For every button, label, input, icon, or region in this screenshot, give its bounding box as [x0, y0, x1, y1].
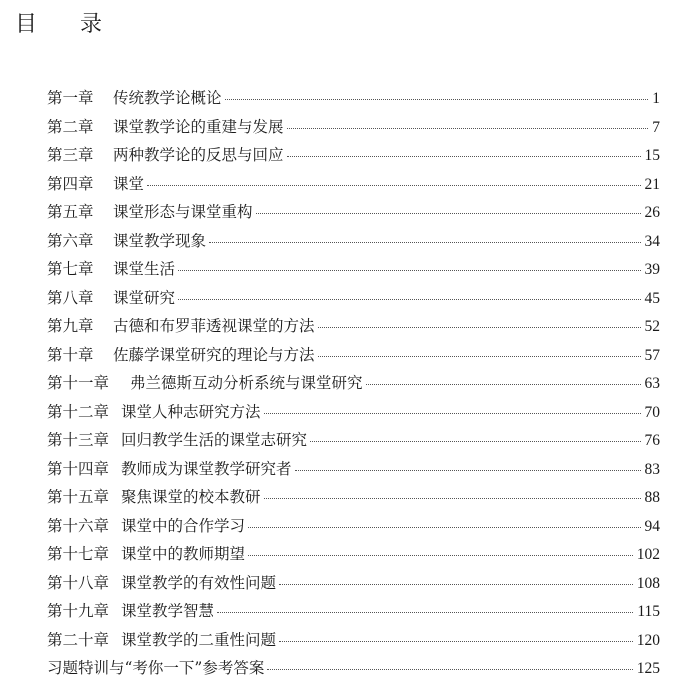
toc-entry[interactable] — [47, 198, 660, 227]
toc-topic: 课堂人种志研究方法 — [121, 402, 261, 421]
toc-chapter-label: 第九章 — [47, 317, 94, 335]
toc-page-number: 94 — [644, 517, 660, 535]
toc-entry[interactable] — [47, 141, 660, 170]
toc-entry[interactable] — [47, 654, 660, 683]
toc-entry[interactable] — [47, 369, 660, 398]
toc-chapter-label: 第十八章 — [47, 573, 110, 592]
toc-page-number: 63 — [644, 375, 660, 392]
toc-chapter-label: 第三章 — [47, 146, 94, 164]
toc-chapter-label: 第十章 — [47, 345, 94, 364]
toc-page-number: 7 — [652, 118, 660, 136]
toc-topic: 弗兰德斯互动分析系统与课堂研究 — [130, 374, 363, 392]
toc-page-number: 70 — [644, 403, 660, 421]
toc-chapter-label: 第四章 — [47, 174, 94, 193]
dot-leader — [147, 184, 640, 186]
toc-chapter-label: 第八章 — [47, 288, 94, 307]
toc-topic: 聚焦课堂的校本教研 — [121, 488, 261, 506]
toc-entry[interactable] — [47, 483, 660, 512]
toc-chapter-label: 第十七章 — [47, 545, 110, 563]
dot-leader — [264, 497, 641, 499]
toc-chapter-label: 第十二章 — [47, 402, 110, 421]
toc-chapter-label: 第十四章 — [47, 459, 110, 478]
toc-topic: 传统教学论概论 — [113, 89, 222, 107]
dot-leader — [248, 526, 640, 528]
toc-list — [47, 84, 660, 683]
toc-topic: 课堂中的合作学习 — [121, 516, 246, 535]
toc-entry[interactable] — [47, 170, 660, 199]
dot-leader — [279, 583, 633, 585]
page-title: 目 录 — [15, 12, 120, 37]
toc-page-number: 120 — [636, 631, 660, 649]
toc-page-number: 57 — [644, 346, 660, 364]
toc-chapter-label: 第十一章 — [47, 374, 110, 392]
toc-topic: 课堂研究 — [113, 288, 176, 307]
toc-page-number: 88 — [644, 489, 660, 506]
dot-leader — [318, 355, 641, 357]
toc-entry[interactable] — [47, 512, 660, 541]
toc-entry[interactable] — [47, 626, 660, 655]
toc-page-number: 115 — [637, 603, 660, 620]
dot-leader — [264, 412, 641, 414]
toc-page-number: 76 — [644, 432, 660, 449]
toc-entry[interactable] — [47, 597, 660, 626]
dot-leader — [225, 98, 649, 100]
toc-topic: 课堂中的教师期望 — [121, 545, 246, 563]
toc-topic: 课堂生活 — [113, 260, 176, 278]
dot-leader — [209, 241, 640, 243]
toc-page-number: 45 — [644, 289, 660, 307]
dot-leader — [287, 155, 641, 157]
toc-topic: 课堂形态与课堂重构 — [113, 203, 253, 221]
toc-page-number: 34 — [644, 232, 660, 250]
toc-chapter-label: 第十六章 — [47, 516, 110, 535]
dot-leader — [366, 383, 641, 385]
toc-entry[interactable] — [47, 227, 660, 256]
toc-topic: 课堂教学智慧 — [121, 602, 215, 620]
toc-entry[interactable] — [47, 284, 660, 313]
toc-entry[interactable] — [47, 426, 660, 455]
dot-leader — [248, 554, 633, 556]
toc-page-number: 125 — [636, 660, 660, 677]
toc-entry[interactable] — [47, 540, 660, 569]
toc-entry[interactable] — [47, 84, 660, 113]
toc-chapter-label: 第五章 — [47, 203, 94, 221]
toc-entry[interactable] — [47, 398, 660, 427]
toc-topic: 课堂教学的二重性问题 — [121, 630, 277, 649]
toc-topic: 教师成为课堂教学研究者 — [121, 459, 292, 478]
toc-chapter-label: 第二章 — [47, 117, 94, 136]
dot-leader — [295, 469, 641, 471]
toc-page-number: 39 — [644, 261, 660, 278]
toc-chapter-label: 第七章 — [47, 260, 94, 278]
toc-chapter-label: 第十三章 — [47, 431, 110, 449]
toc-topic: 古德和布罗菲透视课堂的方法 — [113, 317, 315, 335]
toc-chapter-label: 第二十章 — [47, 630, 110, 649]
toc-topic: 回归教学生活的课堂志研究 — [121, 431, 308, 449]
dot-leader — [287, 127, 649, 129]
toc-entry[interactable] — [47, 341, 660, 370]
toc-page-number: 108 — [636, 574, 660, 592]
toc-page-number: 26 — [644, 204, 660, 221]
toc-entry[interactable] — [47, 569, 660, 598]
toc-topic: 佐藤学课堂研究的理论与方法 — [113, 345, 315, 364]
dot-leader — [267, 668, 632, 670]
dot-leader — [310, 440, 640, 442]
dot-leader — [217, 611, 633, 613]
toc-page-number: 21 — [644, 175, 660, 193]
toc-entry[interactable] — [47, 255, 660, 284]
toc-chapter-label: 第一章 — [47, 89, 94, 107]
toc-page-number: 1 — [652, 90, 660, 107]
toc-entry[interactable] — [47, 455, 660, 484]
toc-page-number: 83 — [644, 460, 660, 478]
toc-topic: 习题特训与“考你一下”参考答案 — [47, 659, 265, 677]
dot-leader — [178, 269, 640, 271]
dot-leader — [178, 298, 640, 300]
toc-page-number: 15 — [644, 147, 660, 164]
toc-page-number: 102 — [636, 546, 660, 563]
toc-topic: 课堂 — [113, 174, 145, 193]
toc-topic: 两种教学论的反思与回应 — [113, 146, 284, 164]
toc-topic: 课堂教学现象 — [113, 231, 207, 250]
toc-topic: 课堂教学的有效性问题 — [121, 573, 277, 592]
dot-leader — [279, 640, 633, 642]
toc-page-number: 52 — [644, 318, 660, 335]
toc-entry[interactable] — [47, 113, 660, 142]
dot-leader — [256, 212, 641, 214]
toc-topic: 课堂教学论的重建与发展 — [113, 117, 284, 136]
toc-chapter-label: 第六章 — [47, 231, 94, 250]
toc-chapter-label: 第十九章 — [47, 602, 110, 620]
toc-entry[interactable] — [47, 312, 660, 341]
toc-chapter-label: 第十五章 — [47, 488, 110, 506]
dot-leader — [318, 326, 641, 328]
